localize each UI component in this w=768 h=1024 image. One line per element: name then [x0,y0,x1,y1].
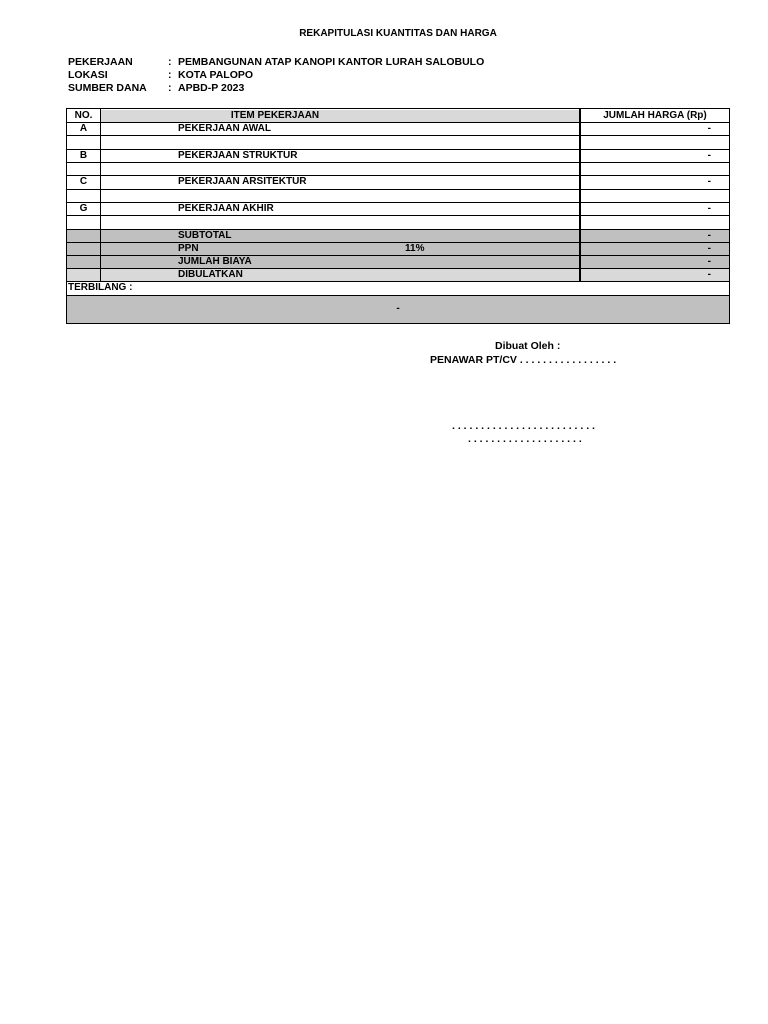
terbilang-value: - [396,303,400,314]
row-divider [67,295,729,296]
summary-label: DIBULATKAN [178,269,243,280]
row-amount: - [707,203,711,214]
row-item: PEKERJAAN ARSITEKTUR [178,176,307,187]
row-no: G [79,203,88,214]
info-colon: : [168,56,172,68]
info-value: PEMBANGUNAN ATAP KANOPI KANTOR LURAH SALOBULO [178,56,485,68]
document-title: REKAPITULASI KUANTITAS DAN HARGA [299,28,497,39]
header-amount: JUMLAH HARGA (Rp) [603,110,707,121]
info-label: SUMBER DANA [68,82,147,94]
row-no: C [79,176,88,187]
summary-label: PPN [178,243,199,254]
row-divider [67,189,729,190]
row-amount: - [707,150,711,161]
summary-amount: - [707,256,711,267]
info-label: LOKASI [68,69,108,81]
row-item: PEKERJAAN STRUKTUR [178,150,298,161]
summary-amount: - [707,243,711,254]
summary-label: JUMLAH BIAYA [178,256,252,267]
row-divider [67,281,729,282]
row-no: B [79,150,88,161]
terbilang-label: TERBILANG : [68,282,133,293]
row-item: PEKERJAAN AKHIR [178,203,274,214]
info-value: APBD-P 2023 [178,82,245,94]
row-no: A [79,123,88,134]
row-divider [67,215,729,216]
row-divider [67,162,729,163]
header-no: NO. [74,110,93,121]
info-colon: : [168,69,172,81]
info-colon: : [168,82,172,94]
made-by-label: Dibuat Oleh : [495,340,561,352]
row-item: PEKERJAAN AWAL [178,123,271,134]
row-amount: - [707,123,711,134]
row-amount: - [707,176,711,187]
bidder-label: PENAWAR PT/CV . . . . . . . . . . . . . . . . . [430,354,617,366]
summary-label: SUBTOTAL [178,230,232,241]
signatory-name-line: . . . . . . . . . . . . . . . . . . . . . . . . . [452,420,595,432]
info-label: PEKERJAAN [68,56,133,68]
info-value: KOTA PALOPO [178,69,254,81]
header-item: ITEM PEKERJAAN [230,110,320,121]
row-divider [67,135,729,136]
summary-amount: - [707,269,711,280]
recap-table [66,108,730,324]
summary-amount: - [707,230,711,241]
ppn-rate: 11% [405,243,425,254]
signatory-position-line: . . . . . . . . . . . . . . . . . . . . [468,433,582,445]
